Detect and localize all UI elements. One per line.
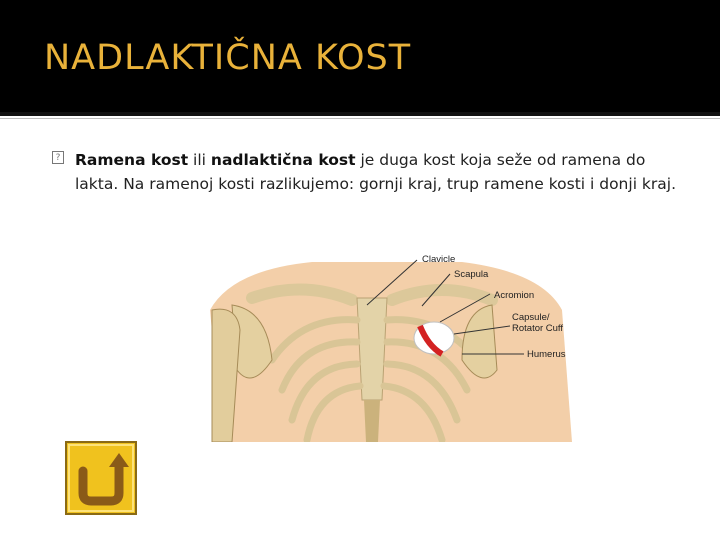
- text-fragment: ili: [188, 151, 211, 169]
- skeleton-illustration: [192, 250, 582, 442]
- body-paragraph: [75, 148, 685, 196]
- term-nadlakticna-kost: nadlaktična kost: [210, 151, 356, 169]
- title-divider: [0, 112, 720, 116]
- slide-title: NADLAKTIČNA KOST: [44, 38, 412, 78]
- text-fragment: je duga kost koja seže od ramena do lakta. Na ramenoj kosti razlikujemo: gornji kraj, trup ramene kosti i donji kraj.: [75, 151, 677, 193]
- label-scapula: Scapula: [454, 269, 489, 280]
- bullet-icon: ?: [52, 151, 64, 164]
- label-capsule: Capsule/: [512, 312, 550, 323]
- label-clavicle: Clavicle: [422, 254, 456, 265]
- label-rotator-cuff: Rotator Cuff: [512, 323, 564, 334]
- label-humerus: Humerus: [527, 349, 566, 360]
- return-button[interactable]: [65, 441, 137, 515]
- label-acromion: Acromion: [494, 290, 535, 301]
- title-divider-thin: [0, 118, 720, 119]
- return-arrow-icon: [65, 441, 137, 515]
- title-bar: [0, 0, 720, 112]
- shoulder-anatomy-image: [192, 250, 582, 442]
- term-ramena-kost: Ramena kost: [75, 151, 189, 169]
